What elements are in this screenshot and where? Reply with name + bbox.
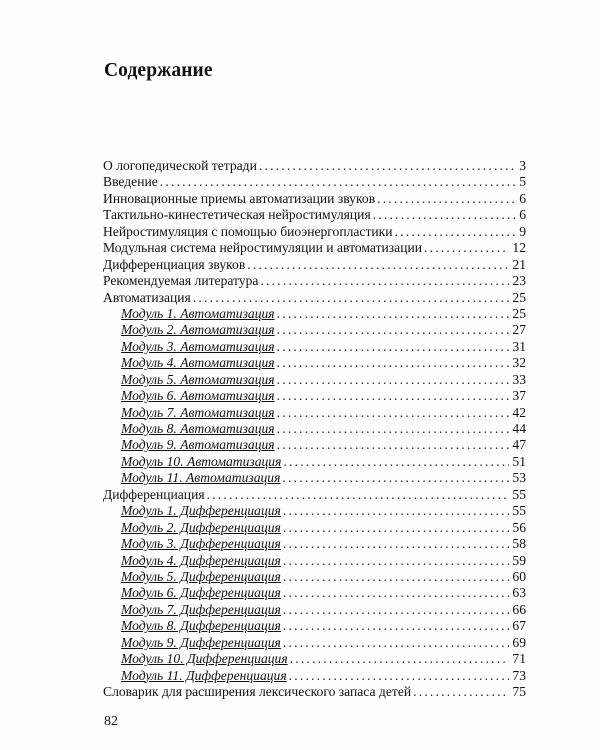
toc-subentry-label: Модуль 3. Автоматизация: [121, 338, 275, 354]
toc-entry-page: 3: [519, 158, 526, 173]
toc-subentry[interactable]: [103, 503, 526, 519]
dot-leader: [282, 470, 509, 486]
toc-entry[interactable]: [103, 191, 526, 207]
toc-entry-label: Инновационные приемы автоматизации звуков: [103, 190, 376, 206]
toc-subentry-label: Модуль 5. Автоматизация: [121, 371, 275, 387]
dot-leader: [283, 503, 510, 519]
toc-subentry[interactable]: [103, 536, 526, 552]
toc-subentry-page: 69: [512, 634, 526, 650]
dot-leader: [207, 487, 510, 503]
toc-subentry-page: 58: [512, 536, 526, 552]
page-number: 82: [104, 714, 118, 729]
toc-entry-page: 75: [512, 684, 526, 699]
toc-subentry[interactable]: [103, 306, 526, 322]
toc-subentry-page: 71: [512, 651, 526, 667]
toc-entry-glossary[interactable]: [103, 684, 526, 700]
toc-entry-page: 21: [512, 256, 526, 272]
toc-subentry-page: 63: [512, 585, 526, 601]
toc-subentry-page: 44: [512, 421, 526, 436]
dot-leader: [290, 651, 510, 667]
toc-subentry-label: Модуль 9. Дифференциация: [121, 634, 281, 650]
toc-subentry-page: 42: [512, 404, 526, 420]
toc-subentry[interactable]: [103, 437, 526, 453]
toc-subentry-page: 32: [512, 355, 526, 371]
toc-subentry-label: Модуль 7. Автоматизация: [121, 404, 275, 420]
toc-subentry-page: 73: [512, 667, 526, 683]
toc-subentry[interactable]: [103, 405, 526, 421]
dot-leader: [277, 306, 510, 322]
toc-subentry-page: 33: [512, 371, 526, 387]
toc-subentry-label: Модуль 10. Автоматизация: [121, 453, 282, 469]
toc-subentry[interactable]: [103, 339, 526, 355]
toc-subentry[interactable]: [103, 651, 526, 667]
toc-subentry-page: 53: [512, 470, 526, 486]
toc-entry-page: 12: [512, 240, 526, 256]
toc-subentry-page: 60: [512, 568, 526, 584]
toc-entry-page: 55: [512, 486, 526, 502]
toc-subentry[interactable]: [103, 618, 526, 634]
dot-leader: [283, 635, 510, 651]
dot-leader: [424, 240, 509, 256]
toc-entry[interactable]: [103, 174, 526, 190]
dot-leader: [193, 290, 510, 306]
toc-entry[interactable]: [103, 273, 526, 289]
toc-entry-automation[interactable]: [103, 290, 526, 306]
dot-leader: [289, 668, 510, 684]
toc-subentry[interactable]: [103, 355, 526, 371]
toc-entry-page: 9: [519, 223, 526, 239]
dot-leader: [277, 339, 510, 355]
dot-leader: [377, 191, 516, 207]
dot-leader: [283, 520, 510, 536]
toc-subentry[interactable]: [103, 322, 526, 338]
dot-leader: [277, 437, 510, 453]
toc-subentry-label: Модуль 10. Дифференциация: [121, 651, 288, 667]
toc-subentry-page: 51: [512, 453, 526, 469]
dot-leader: [283, 618, 510, 634]
dot-leader: [413, 684, 509, 700]
toc-subentry-label: Модуль 7. Дифференциация: [121, 601, 281, 617]
dot-leader: [277, 421, 510, 437]
toc-subentry-label: Модуль 11. Автоматизация: [121, 470, 281, 486]
toc-subentry-page: 55: [512, 503, 526, 519]
dot-leader: [283, 454, 509, 470]
toc-entry-page: 23: [512, 273, 526, 289]
toc-entry-label: Введение: [103, 174, 158, 190]
toc-entry[interactable]: [103, 207, 526, 223]
toc-subentry-page: 27: [512, 322, 526, 338]
toc-subentry-label: Модуль 5. Дифференциация: [121, 568, 281, 584]
dot-leader: [283, 585, 510, 601]
toc-entry-label: Рекомендуемая литература: [103, 273, 259, 289]
dot-leader: [283, 536, 510, 552]
dot-leader: [283, 569, 510, 585]
toc-subentry-page: 66: [512, 601, 526, 617]
toc-subentry-label: Модуль 2. Автоматизация: [121, 322, 275, 338]
toc-subentry-label: Модуль 4. Дифференциация: [121, 552, 281, 568]
toc-entry-label: О логопедической тетради: [103, 158, 257, 173]
toc-subentry-label: Модуль 9. Автоматизация: [121, 437, 275, 453]
toc-subentry-label: Модуль 2. Дифференциация: [121, 519, 281, 535]
toc-subentry[interactable]: [103, 388, 526, 404]
toc-subentry-label: Модуль 11. Дифференциация: [121, 667, 287, 683]
toc-subentry-label: Модуль 8. Автоматизация: [121, 421, 275, 436]
toc-subentry[interactable]: [103, 372, 526, 388]
toc-subentry[interactable]: [103, 470, 526, 486]
dot-leader: [260, 273, 509, 289]
toc-subentry[interactable]: [103, 569, 526, 585]
page-title: Содержание: [104, 60, 213, 81]
toc-subentry-page: 59: [512, 552, 526, 568]
toc-subentry[interactable]: [103, 585, 526, 601]
toc-entry-label: Дифференциация звуков: [103, 256, 246, 272]
toc-entry-differentiation[interactable]: [103, 487, 526, 503]
toc-entry-page: 6: [519, 190, 526, 206]
toc-subentry-page: 56: [512, 519, 526, 535]
toc-subentry-label: Модуль 6. Автоматизация: [121, 388, 275, 404]
toc-subentry-label: Модуль 3. Дифференциация: [121, 536, 281, 552]
toc-entry[interactable]: [103, 224, 526, 240]
toc-subentry-label: Модуль 1. Дифференциация: [121, 503, 281, 519]
toc-entry-label: Автоматизация: [103, 289, 191, 305]
toc-entry[interactable]: [103, 240, 526, 256]
toc-entry-page: 5: [519, 174, 526, 190]
toc-subentry[interactable]: [103, 553, 526, 569]
dot-leader: [259, 158, 516, 174]
dot-leader: [395, 224, 517, 240]
dot-leader: [277, 372, 510, 388]
toc-subentry-page: 37: [512, 388, 526, 404]
toc-entry-label: Словарик для расширения лексического запаса детей: [103, 684, 412, 699]
toc-subentry-page: 31: [512, 338, 526, 354]
toc-subentry-page: 67: [512, 618, 526, 634]
toc-entry-label: Нейростимуляция с помощью биоэнергопластики: [103, 223, 393, 239]
toc-entry-label: Тактильно-кинестетическая нейростимуляция: [103, 207, 371, 223]
dot-leader: [247, 257, 509, 273]
toc-entry-label: Дифференциация: [103, 486, 205, 502]
toc-subentry-label: Модуль 1. Автоматизация: [121, 305, 275, 321]
toc-subentry-label: Модуль 6. Дифференциация: [121, 585, 281, 601]
toc-entry-label: Модульная система нейростимуляции и автоматизации: [103, 240, 423, 256]
table-of-contents: [103, 158, 526, 700]
toc-subentry-page: 25: [512, 305, 526, 321]
toc-subentry[interactable]: [103, 454, 526, 470]
toc-entry[interactable]: [103, 158, 526, 174]
dot-leader: [283, 553, 510, 569]
toc-subentry[interactable]: [103, 668, 526, 684]
toc-subentry-label: Модуль 4. Автоматизация: [121, 355, 275, 371]
toc-subentry[interactable]: [103, 602, 526, 618]
toc-entry-page: 25: [512, 289, 526, 305]
dot-leader: [160, 174, 516, 190]
toc-subentry-page: 47: [512, 437, 526, 453]
dot-leader: [277, 355, 510, 371]
dot-leader: [277, 322, 510, 338]
dot-leader: [277, 405, 510, 421]
toc-subentry[interactable]: [103, 635, 526, 651]
dot-leader: [277, 388, 510, 404]
dot-leader: [283, 602, 510, 618]
toc-entry-page: 6: [519, 207, 526, 223]
toc-subentry[interactable]: [103, 520, 526, 536]
toc-subentry[interactable]: [103, 421, 526, 437]
dot-leader: [373, 207, 517, 223]
toc-entry[interactable]: [103, 257, 526, 273]
toc-subentry-label: Модуль 8. Дифференциация: [121, 618, 281, 634]
